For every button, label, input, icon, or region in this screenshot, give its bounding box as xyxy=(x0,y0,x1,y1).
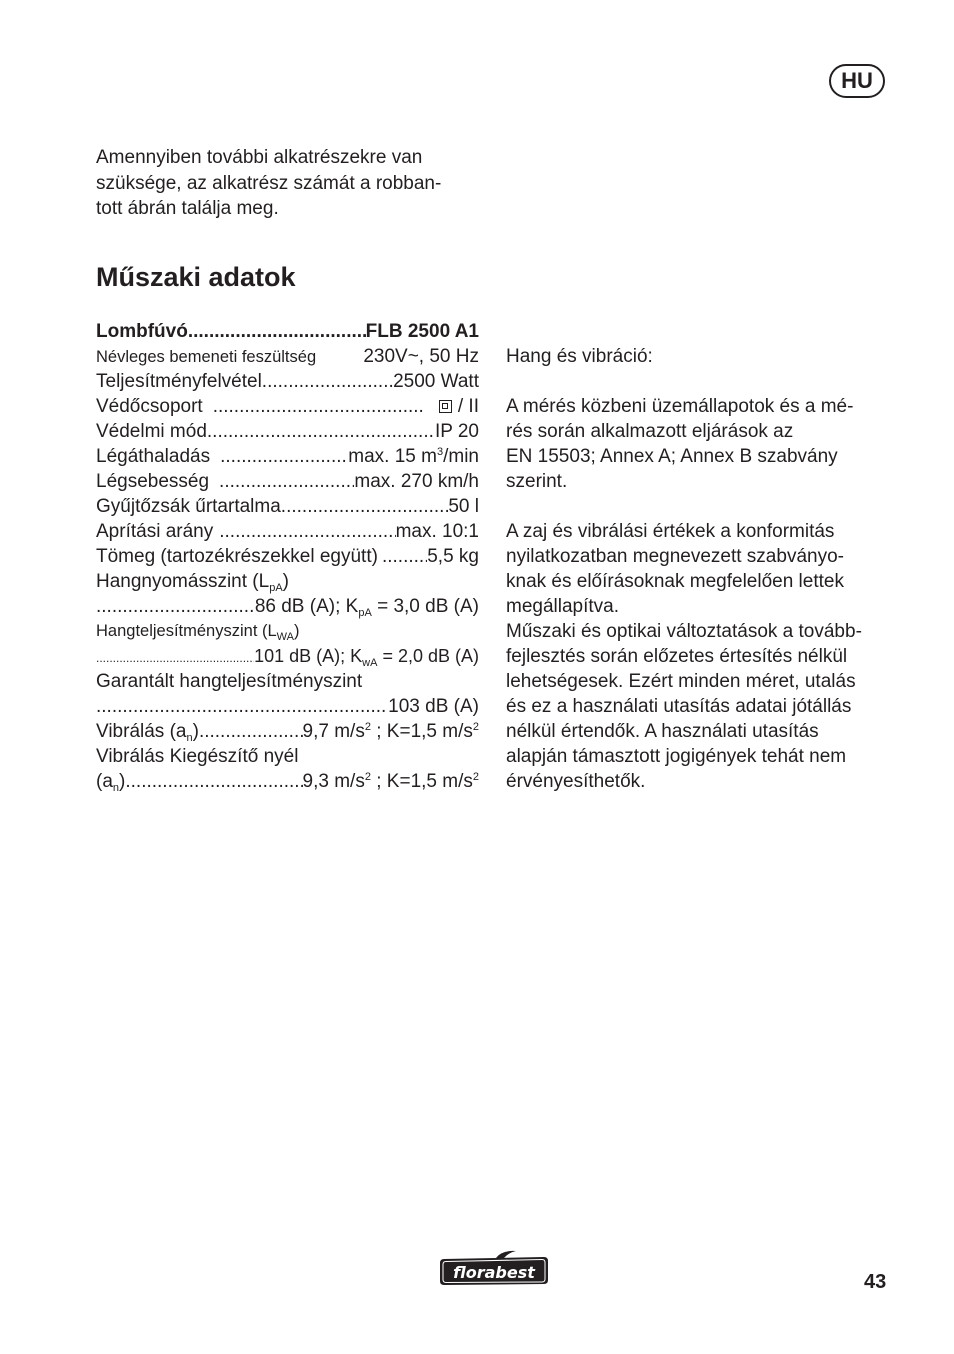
spec-row-protection-mode xyxy=(96,419,479,444)
spec-label: $(a_n)$ xyxy=(96,771,126,794)
leader-dots xyxy=(281,494,449,519)
spec-row-spl-label: Hangnyomásszint $(L_{pA})$ xyxy=(96,571,289,594)
spec-label: Tömeg (tartozékrészekkel együtt) xyxy=(96,546,378,567)
text-line: nélkül értendők. A használati utasítás xyxy=(506,721,819,742)
spec-value: 9,3 $m/s^2$ ; K=1,5 $m/s^2$ xyxy=(302,771,479,792)
spec-value: 2500 Watt xyxy=(393,371,479,392)
leader-dots xyxy=(219,469,354,494)
spec-list xyxy=(96,319,479,794)
spec-row-vibration2-label xyxy=(96,744,479,769)
language-badge: HU xyxy=(829,64,885,98)
spec-label: Hangteljesítményszint (L xyxy=(96,622,277,640)
spec-value: 50 l xyxy=(448,496,479,517)
spec-label: Légáthaladás xyxy=(96,446,211,467)
text-line: Műszaki és optikai változtatások a tovább- xyxy=(506,621,862,642)
spec-label: Teljesítményfelvétel xyxy=(96,371,262,392)
leader-dots xyxy=(96,694,388,719)
spec-value: 230V~, 50 Hz xyxy=(363,346,479,367)
spec-row-guaranteed-value xyxy=(96,694,479,719)
intro-line: tott ábrán találja meg. xyxy=(96,198,279,219)
spec-value: FLB 2500 A1 xyxy=(365,321,479,342)
spec-label: Légsebesség xyxy=(96,471,210,492)
spec-row-airspeed xyxy=(96,469,479,494)
leader-dots xyxy=(96,594,255,619)
logo-text: florabest xyxy=(453,1263,535,1282)
leader-dots xyxy=(262,369,393,394)
leader-dots xyxy=(220,444,348,469)
leader-dots xyxy=(199,719,303,744)
spec-value: 86 dB (A); $K_{pA} = 3,0$ dB (A) xyxy=(254,596,479,619)
spec-label: Védőcsoport xyxy=(96,396,203,417)
spec-label: Hangnyomásszint (L xyxy=(96,571,270,592)
leader-dots xyxy=(96,646,254,669)
text-line: EN 15503; Annex A; Annex B szabvány xyxy=(506,446,838,467)
spec-row-model xyxy=(96,319,479,344)
section-heading: Műszaki adatok xyxy=(96,262,296,292)
spec-row-vibration xyxy=(96,719,479,744)
right-title: Hang és vibráció: xyxy=(506,346,653,367)
text-line: megállapítva. xyxy=(506,596,620,617)
spec-label: Vibrálás Kiegészítő nyél xyxy=(96,746,299,767)
spec-label: Garantált hangteljesítményszint xyxy=(96,671,363,692)
noise-vibration-text xyxy=(506,344,896,794)
spec-row-bag xyxy=(96,494,479,519)
spec-row-protection-class xyxy=(96,394,479,419)
text-line: knak és előírásoknak megfelelően lettek xyxy=(506,571,844,592)
spec-row-power xyxy=(96,369,479,394)
leader-dots xyxy=(188,319,366,344)
spec-value: max. 10:1 xyxy=(395,521,479,542)
text-line: fejlesztés során előzetes értesítés nélkül xyxy=(506,646,848,667)
text-line: szerint. xyxy=(506,471,568,492)
spec-label: Aprítási arány xyxy=(96,521,214,542)
text-line: A mérés közbeni üzemállapotok és a mé- xyxy=(506,396,854,417)
spec-value: IP 20 xyxy=(434,421,479,442)
text-line: és ez a használati utasítás adatai jótállás xyxy=(506,696,852,717)
text-line: lehetségesek. Ezért minden méret, utalás xyxy=(506,671,856,692)
leader-dots xyxy=(125,769,302,794)
spec-value: max. 15 $m^3/\min$ xyxy=(348,446,479,467)
text-line: alapján támasztott jogigények tehát nem xyxy=(506,746,847,767)
intro-line: Amennyiben további alkatrészekre van xyxy=(96,147,423,168)
spec-row-weight xyxy=(96,544,479,569)
leader-dots xyxy=(382,544,427,569)
intro-line: szüksége, az alkatrész számát a robban- xyxy=(96,172,442,194)
leader-dots xyxy=(213,394,425,419)
spec-label: Lombfúvó xyxy=(96,321,188,342)
leader-dots xyxy=(207,419,435,444)
spec-value: 5,5 kg xyxy=(427,546,479,567)
spec-value: / II xyxy=(439,394,479,419)
text-line: érvényesíthetők. xyxy=(506,771,646,792)
spec-row-guaranteed-label xyxy=(96,669,479,694)
spec-label: Vibrálás $(a_n)$ xyxy=(96,721,199,744)
spec-row-swl-value xyxy=(96,644,479,669)
spec-label: Névleges bemeneti feszültség xyxy=(96,348,317,366)
spec-row-airflow xyxy=(96,444,479,469)
spec-value: 101 dB (A); $K_{wA} = 2,0$ dB (A) xyxy=(254,646,479,669)
spec-row-voltage xyxy=(96,344,479,369)
spec-label: Védelmi mód xyxy=(96,421,207,442)
text-line: nyilatkozatban megnevezett szabványo- xyxy=(506,546,844,567)
spec-row-shred xyxy=(96,519,479,544)
spec-row-spl-value xyxy=(96,594,479,619)
spec-value: max. 270 km/h xyxy=(354,471,479,492)
text-line: A zaj és vibrálási értékek a konformitás xyxy=(506,521,835,542)
text-line: rés során alkalmazott eljárások az xyxy=(506,421,794,442)
double-insulation-icon xyxy=(439,400,452,413)
intro-paragraph xyxy=(96,145,496,222)
spec-row-swl-label: Hangteljesítményszint $(L_{WA})$ xyxy=(96,622,300,643)
spec-value: 9,7 $m/s^2$ ; K=1,5 $m/s^2$ xyxy=(302,721,479,742)
leader-dots xyxy=(219,519,395,544)
florabest-logo xyxy=(438,1249,550,1287)
spec-label: Gyűjtőzsák űrtartalma xyxy=(96,496,281,517)
page-number: 43 xyxy=(864,1271,887,1293)
spec-row-vibration2-value xyxy=(96,769,479,794)
spec-value: 103 dB (A) xyxy=(388,696,479,717)
